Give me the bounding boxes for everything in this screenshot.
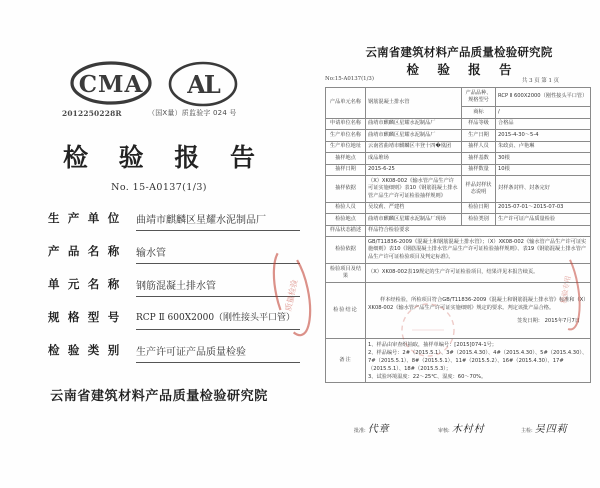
table-row bbox=[326, 176, 591, 203]
cell-value: （X）XK08-002《输水管产品生产许可证实施细则》表10《钢筋混凝土排水管产品生产许可证检验抽样规则》 bbox=[366, 176, 462, 203]
signature-value: 木村村 bbox=[451, 424, 485, 435]
cover-field bbox=[48, 238, 300, 269]
cell-value: 合格品 bbox=[496, 118, 591, 130]
conclusion-text: 样本经检验，所检项目符合GB/T11836-2009《混凝土和钢筋混凝土排水管》标准和（X）XK08-002《输水管产品生产许可证实施细则》规定的要求。判定该批产品合格。 bbox=[368, 296, 586, 311]
cell-label: 检验类别 bbox=[462, 214, 496, 226]
cover-field bbox=[48, 304, 300, 335]
report-title: 检 验 报 告 bbox=[406, 62, 519, 77]
cover-title: 检 验 报 告 bbox=[62, 143, 267, 172]
remark-line: 3、试验环境温度：22～25℃、湿度：60～70%。 bbox=[368, 373, 487, 380]
table-row-basis bbox=[326, 237, 591, 264]
svg-text:质量检验: 质量检验 bbox=[283, 278, 300, 313]
cell-label: 检验日期 bbox=[462, 202, 496, 214]
cell-label: 抽样人员 bbox=[462, 141, 496, 153]
remark-line: 1、样品由审查组抽取，抽样单编号：[2015]074-1号； bbox=[368, 341, 497, 348]
cell-label: 抽样日期 bbox=[326, 164, 366, 176]
cell-value: 曲靖市麒麟区星耀水泥制品厂现场 bbox=[366, 214, 462, 226]
cell-value: 30根 bbox=[496, 153, 591, 165]
cell-label: 产品单元名称 bbox=[326, 88, 366, 119]
cover-field-list bbox=[48, 205, 300, 370]
cell-value: 2015-07-01～2015-07-03 bbox=[496, 202, 591, 214]
signature-row bbox=[336, 420, 600, 444]
signature-approver bbox=[354, 420, 390, 435]
table-row bbox=[326, 141, 591, 153]
cell-label: 抽样地点 bbox=[326, 153, 366, 165]
signature-label: 主检: bbox=[521, 428, 533, 434]
table-row-items bbox=[326, 264, 591, 283]
cover-field bbox=[48, 337, 300, 368]
signature-reviewer bbox=[438, 420, 485, 435]
table-row bbox=[326, 153, 591, 165]
cell-value: 10根 bbox=[496, 164, 591, 176]
cell-label: 检验人员 bbox=[326, 202, 366, 214]
red-seal-stamp-faint-icon bbox=[398, 300, 458, 360]
cell-label: 商标 bbox=[462, 107, 496, 119]
cell-value: 钢筋混凝土排水管 bbox=[366, 88, 462, 119]
report-organization: 云南省建筑材料产品质量检验研究院 bbox=[365, 45, 553, 59]
cell-label: 检验项目及结果 bbox=[326, 264, 366, 283]
red-seal-stamp-edge-icon bbox=[560, 232, 594, 344]
cover-report-number: No. 15-A0137(1/3) bbox=[111, 182, 207, 193]
cell-value: 样品符合检验要求 bbox=[366, 225, 591, 237]
cell-label: 样品状态描述 bbox=[326, 225, 366, 237]
table-row bbox=[326, 88, 591, 107]
certification-marks bbox=[70, 60, 270, 110]
cell-value: 曲靖市麒麟区星耀水泥制品厂 bbox=[366, 118, 462, 130]
cell-value: 2015-4-30～5-4 bbox=[496, 130, 591, 142]
cell-value: 成品堆场 bbox=[366, 153, 462, 165]
field-value: 曲靖市麒麟区星耀水泥制品厂 bbox=[136, 211, 300, 231]
table-row bbox=[326, 130, 591, 142]
report-page-count: 共 3 页 第 1 页 bbox=[522, 78, 559, 84]
cell-value: 封样条封样、封条完好 bbox=[496, 176, 591, 203]
cell-value: 曲靖市麒麟区星耀水泥制品厂 bbox=[366, 130, 462, 142]
cell-value: 生产许可证产品质量检验 bbox=[496, 214, 591, 226]
report-number: No:15-A0137(1/3) bbox=[325, 76, 374, 82]
cell-label: 生产日期 bbox=[462, 130, 496, 142]
cell-label: 备注 bbox=[326, 339, 366, 383]
cell-label: 检验地点 bbox=[326, 214, 366, 226]
table-row-conclusion bbox=[326, 283, 591, 339]
report-info-table bbox=[325, 87, 591, 383]
signature-label: 批准: bbox=[354, 428, 366, 434]
remark-line: 2、样品编号：2#（2015.5.1）、3#（2015.4.30）、4#（2015.4.30）、5#（2015.4.30）、7#（2015.5.1）、8#（2015.5.1）、11#（2015.5.2）、16#（2015.4.30）、17#（2015.5.1）、18#（2015.5.3）； bbox=[368, 349, 588, 372]
svg-text:AL: AL bbox=[187, 70, 219, 99]
svg-text:检验专用: 检验专用 bbox=[560, 275, 573, 305]
field-label: 生 产 单 位 bbox=[48, 211, 122, 225]
field-value: 钢筋混凝土排水管 bbox=[136, 277, 300, 297]
field-value: 生产许可证产品质量检验 bbox=[136, 343, 300, 363]
cell-label: 生产单位地址 bbox=[326, 141, 366, 153]
cma-code: 2012250228R bbox=[62, 109, 122, 118]
field-value: RCP Ⅱ 600X2000（刚性接头平口管） bbox=[136, 310, 300, 330]
cell-value: （X）XK08-002表19规定的生产许可证检验项目，结果详见本报告续页。 bbox=[366, 264, 591, 283]
cover-organization: 云南省建筑材料产品质量检验研究院 bbox=[50, 389, 268, 404]
field-label: 检 验 类 别 bbox=[48, 343, 122, 357]
cell-label: 抽样基数 bbox=[462, 153, 496, 165]
certification-code-line bbox=[62, 108, 292, 122]
signature-label: 审核: bbox=[438, 428, 450, 434]
table-row bbox=[326, 164, 591, 176]
field-label: 产 品 名 称 bbox=[48, 244, 122, 258]
cell-value: 吴坟莉、严建档 bbox=[366, 202, 462, 214]
cma-mark-icon bbox=[70, 60, 152, 106]
signature-inspector bbox=[521, 420, 568, 435]
table-row-sample-state bbox=[326, 225, 591, 237]
report-meta bbox=[325, 76, 593, 85]
cell-label: 检验结论 bbox=[326, 283, 366, 339]
cell-value: / bbox=[496, 107, 591, 119]
cell-value: RCP Ⅱ 600X2000（刚性接头平口管） bbox=[496, 88, 591, 107]
cell-label: 样品封样状态说明 bbox=[462, 176, 496, 203]
table-row bbox=[326, 202, 591, 214]
cell-label: 生产单位名称 bbox=[326, 130, 366, 142]
cell-label: 样品等级 bbox=[462, 118, 496, 130]
report-page-panel bbox=[318, 0, 600, 488]
field-value: 输水管 bbox=[136, 244, 300, 264]
cell-value: 朱政贞、卢艳琳 bbox=[496, 141, 591, 153]
table-row bbox=[326, 118, 591, 130]
cell-label: 申请单位名称 bbox=[326, 118, 366, 130]
cell-value: 云南省曲靖市麒麟区丰登十四�凰团 bbox=[366, 141, 462, 153]
field-label: 单 元 名 称 bbox=[48, 277, 122, 291]
cell-value: GB/T11836-2009《混凝土和钢筋混凝土排水管》；（X）XK08-002《输水管产品生产许可证实施细则》表10《钢筋混凝土排水管产品生产许可证检验抽样规则》、表19《钢筋混凝土排水管产品生产许可证检验项目及判定标准》。 bbox=[366, 237, 591, 264]
signature-value: 代章 bbox=[367, 424, 390, 435]
table-row-remarks bbox=[326, 339, 591, 383]
cell-label: 抽样数量 bbox=[462, 164, 496, 176]
cal-mark-icon bbox=[168, 60, 238, 108]
cal-code: （国X量）质监验字 024 号 bbox=[148, 109, 237, 117]
field-label: 规 格 型 号 bbox=[48, 310, 122, 324]
cover-field bbox=[48, 205, 300, 236]
cell-label: 抽样依据 bbox=[326, 176, 366, 203]
svg-text:CMA: CMA bbox=[78, 71, 144, 98]
cell-label: 检验依据 bbox=[326, 237, 366, 264]
conclusion-date: 签发日期： 2015年7月7日 bbox=[517, 317, 580, 324]
cover-field bbox=[48, 271, 300, 302]
cell-value: 2015-6-25 bbox=[366, 164, 462, 176]
cell-label: 产品品种、规格型号 bbox=[462, 88, 496, 107]
signature-value: 吴四莉 bbox=[534, 424, 568, 435]
table-row bbox=[326, 214, 591, 226]
